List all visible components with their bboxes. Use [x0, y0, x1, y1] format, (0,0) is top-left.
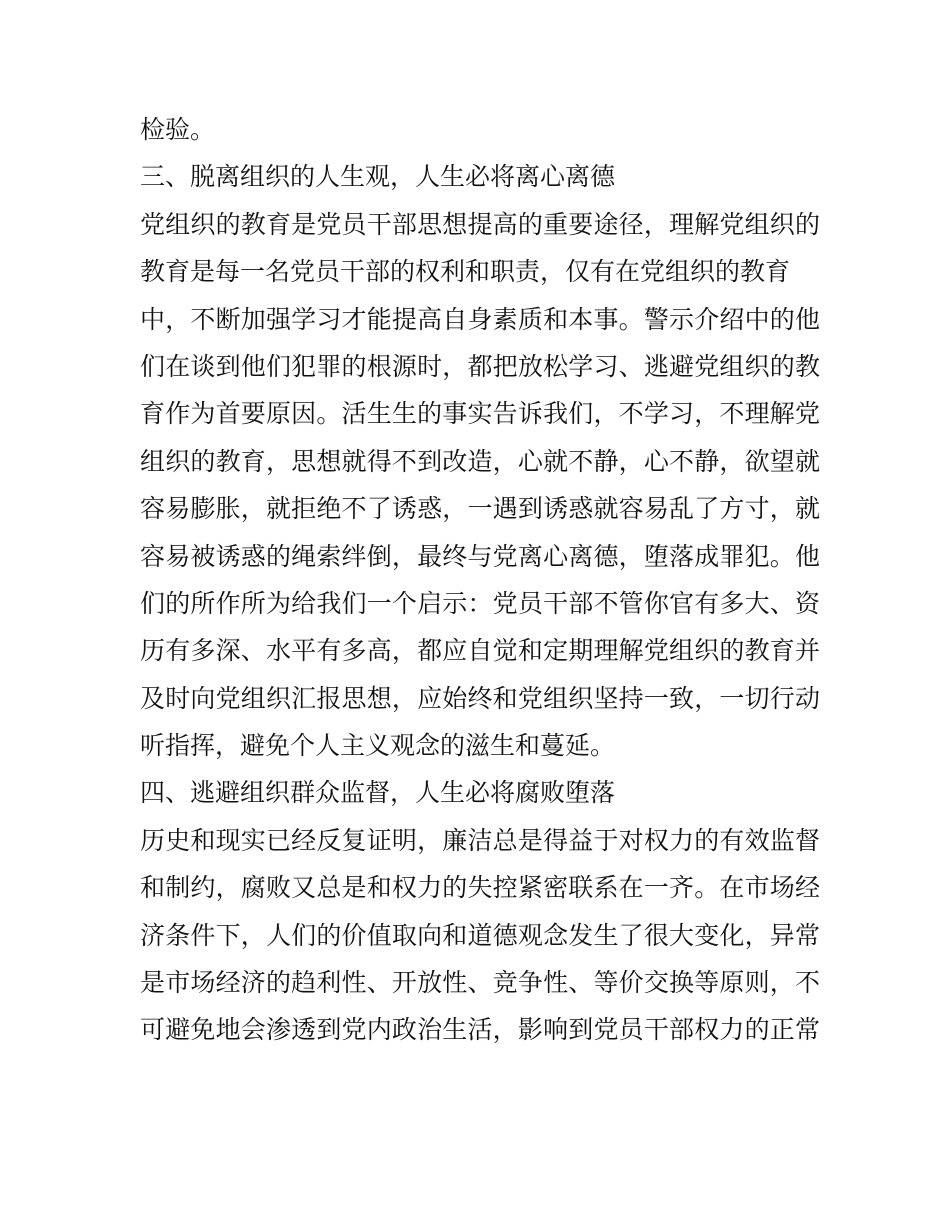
text-line: 育作为首要原因。活生生的事实告诉我们，不学习，不理解党 — [140, 399, 820, 429]
text-line: 们在谈到他们犯罪的根源时，都把放松学习、逃避党组织的教 — [140, 351, 820, 381]
text-line: 历有多深、水平有多高，都应自觉和定期理解党组织的教育并 — [140, 636, 820, 666]
text-line: 和制约，腐败又总是和权力的失控紧密联系在一齐。在市场经 — [140, 873, 820, 903]
text-line: 济条件下，人们的价值取向和道德观念发生了很大变化，异常 — [140, 920, 820, 950]
text-line: 教育是每一名党员干部的权利和职责，仅有在党组织的教育 — [140, 257, 791, 287]
body-text — [140, 106, 820, 1054]
text-line: 们的所作所为给我们一个启示：党员干部不管你官有多大、资 — [140, 588, 820, 618]
text-line: 检验。 — [140, 115, 216, 144]
text-line: 听指挥，避免个人主义观念的滋生和蔓延。 — [140, 731, 616, 761]
text-line: 及时向党组织汇报思想，应始终和党组织坚持一致，一切行动 — [140, 683, 820, 713]
section-heading-4: 四、逃避组织群众监督，人生必将腐败堕落 — [140, 778, 616, 808]
text-line: 容易膨胀，就拒绝不了诱惑，一遇到诱惑就容易乱了方寸，就 — [140, 494, 820, 524]
text-line: 是市场经济的趋利性、开放性、竞争性、等价交换等原则，不 — [140, 968, 820, 998]
text-line: 历史和现实已经反复证明，廉洁总是得益于对权力的有效监督 — [140, 825, 820, 855]
text-line: 容易被诱惑的绳索绊倒，最终与党离心离德，堕落成罪犯。他 — [140, 541, 820, 571]
text-line: 可避免地会渗透到党内政治生活，影响到党员干部权力的正常 — [140, 1015, 820, 1045]
text-line: 组织的教育，思想就得不到改造，心就不静，心不静，欲望就 — [140, 446, 820, 476]
section-heading-3: 三、脱离组织的人生观，人生必将离心离德 — [140, 162, 616, 192]
text-line: 中，不断加强学习才能提高自身素质和本事。警示介绍中的他 — [140, 304, 820, 334]
text-line: 党组织的教育是党员干部思想提高的重要途径，理解党组织的 — [140, 209, 820, 239]
